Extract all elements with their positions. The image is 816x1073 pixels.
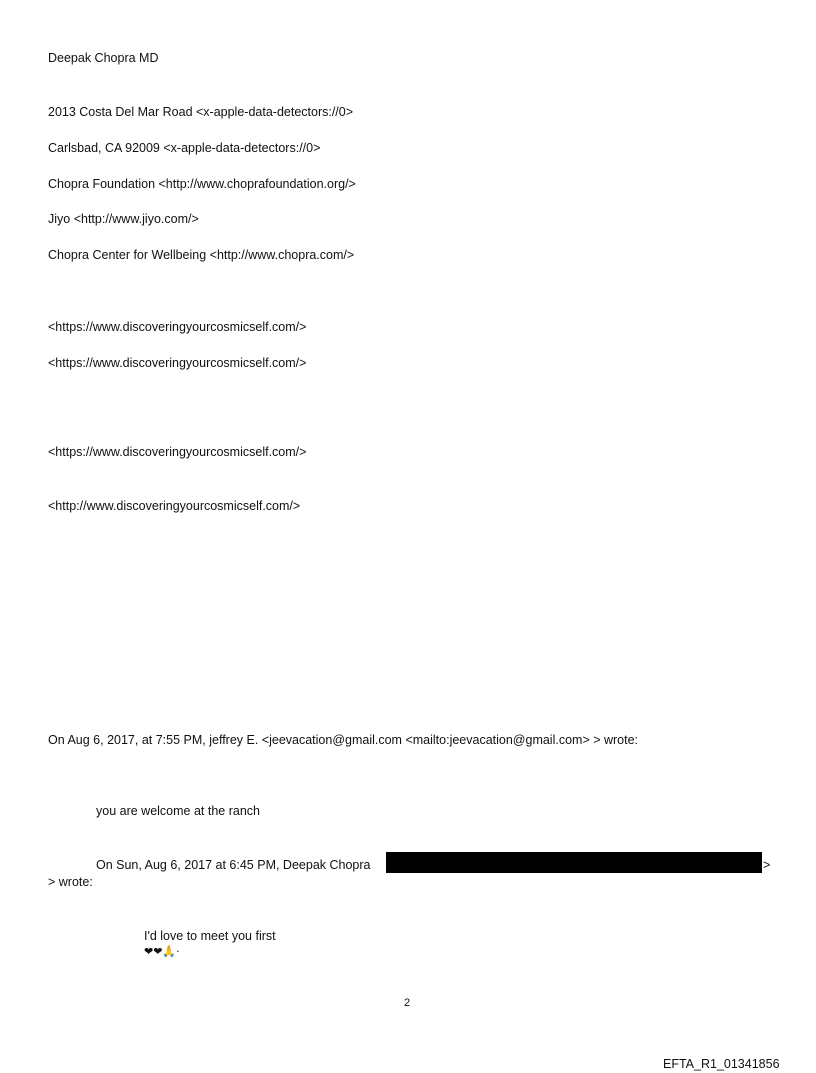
- book-link-1: <https://www.discoveringyourcosmicself.com/>: [48, 320, 307, 334]
- signature-address-line-1: 2013 Costa Del Mar Road <x-apple-data-detectors://0>: [48, 105, 354, 119]
- document-id: EFTA_R1_01341856: [663, 1057, 780, 1071]
- book-link-2: <https://www.discoveringyourcosmicself.com/>: [48, 356, 307, 370]
- quoted-header-continuation: > wrote:: [48, 875, 93, 889]
- signature-link-foundation: Chopra Foundation <http://www.choprafoundation.org/>: [48, 177, 356, 191]
- reply-header: On Aug 6, 2017, at 7:55 PM, jeffrey E. <jeevacation@gmail.com <mailto:jeevacation@gmail.com> > wrote:: [48, 733, 639, 747]
- signature-link-jiyo: Jiyo <http://www.jiyo.com/>: [48, 212, 199, 226]
- book-link-4: <http://www.discoveringyourcosmicself.com/>: [48, 499, 301, 513]
- quoted-header-end: >: [763, 858, 771, 872]
- quoted-emoji: ❤❤🙏·: [144, 945, 180, 958]
- quoted-header-start: On Sun, Aug 6, 2017 at 6:45 PM, Deepak Chopra: [96, 858, 371, 872]
- quoted-body: I'd love to meet you first: [144, 929, 276, 943]
- reply-body: you are welcome at the ranch: [96, 804, 260, 818]
- redaction-bar: [386, 852, 762, 873]
- page-number: 2: [404, 997, 411, 1009]
- signature-name: Deepak Chopra MD: [48, 51, 159, 65]
- signature-link-chopra-center: Chopra Center for Wellbeing <http://www.chopra.com/>: [48, 248, 355, 262]
- book-link-3: <https://www.discoveringyourcosmicself.com/>: [48, 445, 307, 459]
- signature-address-line-2: Carlsbad, CA 92009 <x-apple-data-detectors://0>: [48, 141, 321, 155]
